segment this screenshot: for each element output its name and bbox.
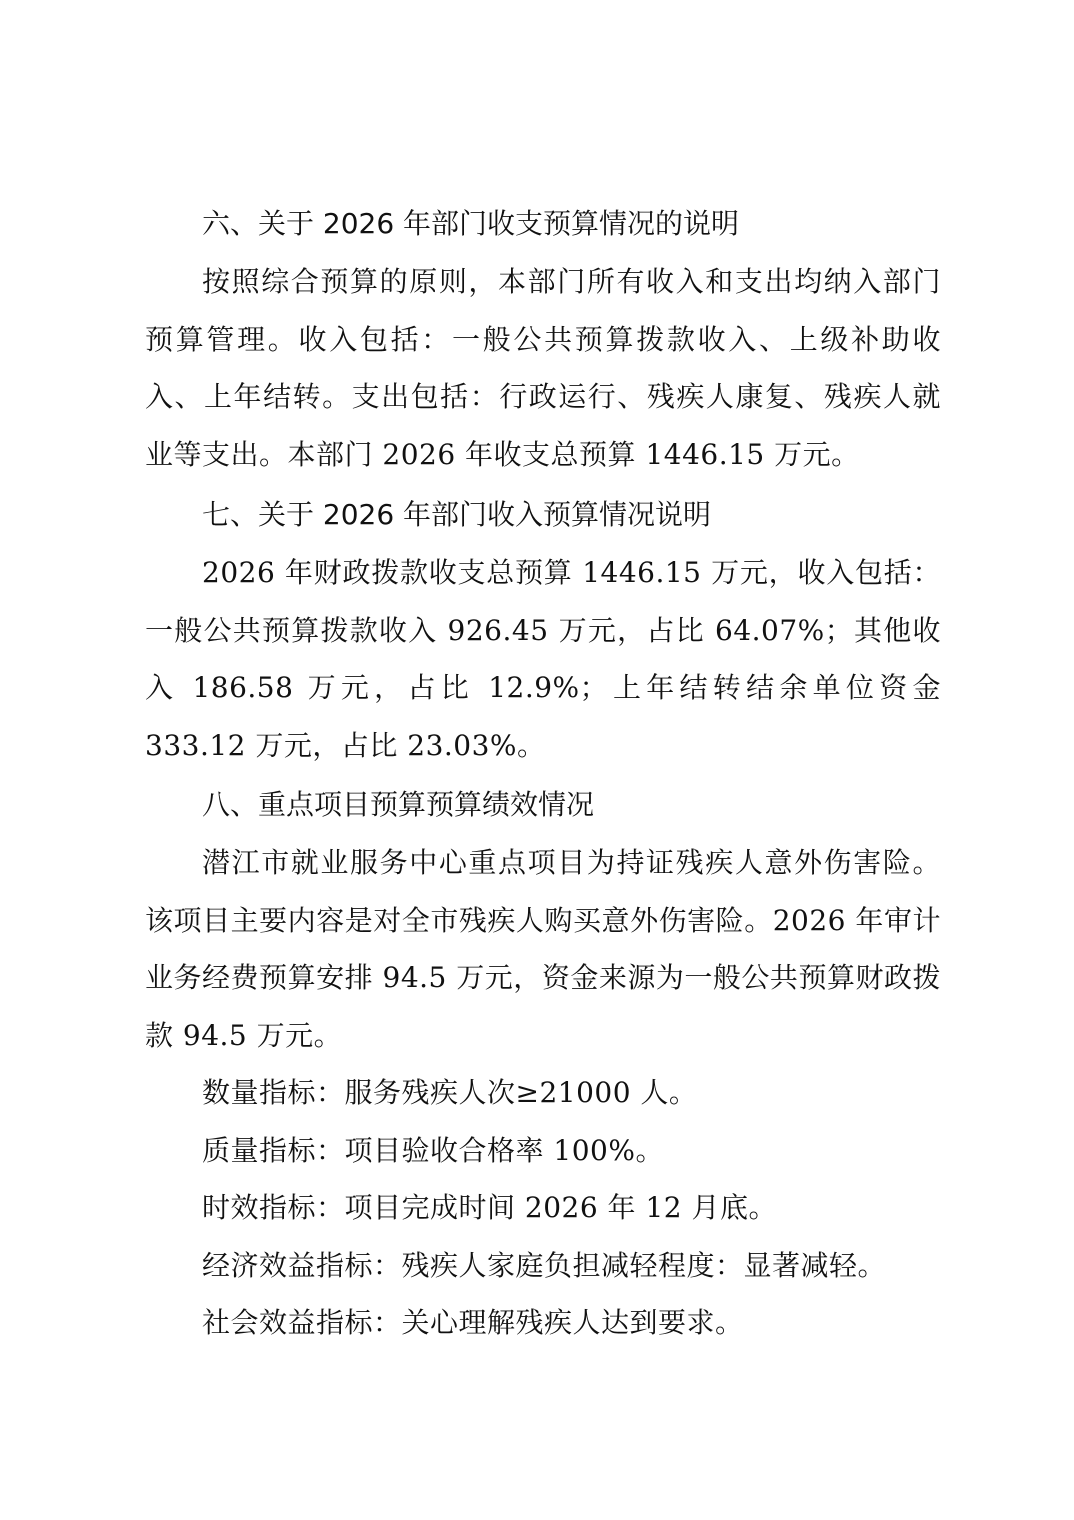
section-8-paragraph: 潜江市就业服务中心重点项目为持证残疾人意外伤害险。该项目主要内容是对全市残疾人购买意外伤害险。2026 年审计业务经费预算安排 94.5 万元，资金来源为一般公共预算财政拨款 94.5 万元。	[145, 846, 941, 1052]
section-7-paragraph: 2026 年财政拨款收支总预算 1446.15 万元，收入包括：一般公共预算拨款收入 926.45 万元，占比 64.07%；其他收入 186.58 万元，占比 12.9%；上年结转结余单位资金 333.12 万元，占比 23.03%。	[145, 556, 941, 762]
timeliness-indicator: 时效指标：项目完成时间 2026 年 12 月底。	[202, 1191, 777, 1224]
quality-indicator: 质量指标：项目验收合格率 100%。	[202, 1133, 664, 1167]
section-6-heading: 六、关于 2026 年部门收支预算情况的说明	[202, 207, 740, 240]
quantity-indicator: 数量指标：服务残疾人次≥21000 人。	[202, 1076, 698, 1109]
section-8-heading: 八、重点项目预算预算绩效情况	[202, 788, 595, 821]
social-benefit-indicator: 社会效益指标：关心理解残疾人达到要求。	[202, 1306, 744, 1339]
economic-benefit-indicator: 经济效益指标：残疾人家庭负担减轻程度：显著减轻。	[202, 1248, 887, 1282]
section-6-paragraph: 按照综合预算的原则，本部门所有收入和支出均纳入部门预算管理。收入包括：一般公共预算拨款收入、上级补助收入、上年结转。支出包括：行政运行、残疾人康复、残疾人就业等支出。本部门 2026 年收支总预算 1446.15 万元。	[145, 265, 941, 471]
section-7-heading: 七、关于 2026 年部门收入预算情况说明	[202, 498, 712, 531]
document-body	[145, 194, 941, 1352]
